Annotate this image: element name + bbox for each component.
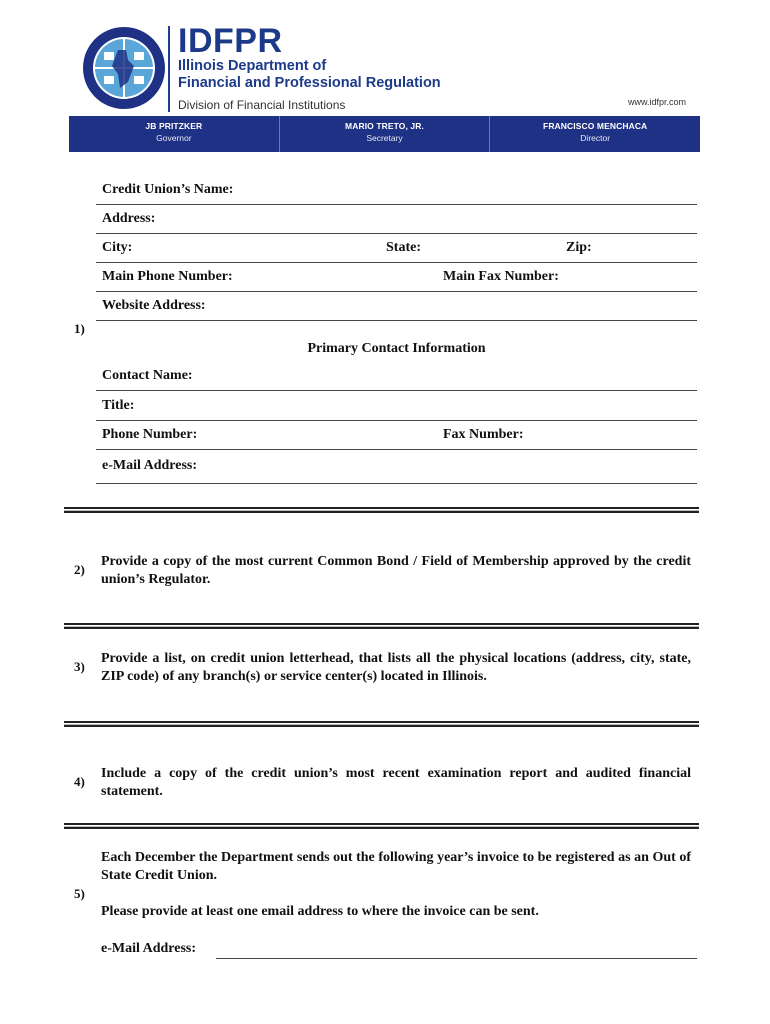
title-label: Title: [102,398,135,413]
address-field[interactable] [96,205,697,234]
official-name: FRANCISCO MENCHACA [543,121,648,131]
fax-label: Fax Number: [443,427,524,442]
section3-text: Provide a list, on credit union letterhead, that lists all the physical locations (address, city, state, ZIP code) of any branch(s) or service center(s) located in Illinois. [101,651,691,684]
address-label: Address: [102,211,156,226]
official-role: Secretary [366,133,403,143]
header-divider [168,26,170,112]
official-name: MARIO TRETO, JR. [345,121,424,131]
section-number-4: 4) [74,774,85,789]
website-label: Website Address: [102,298,206,313]
contact-name-label: Contact Name: [102,368,193,383]
officials-bar [69,116,700,152]
official-role: Director [580,133,611,143]
section-number-1: 1) [74,321,85,336]
section5-text2: Please provide at least one email address to where the invoice can be sent. [101,904,539,919]
contact-email-field[interactable] [96,451,697,484]
main-phone-label: Main Phone Number: [102,269,233,284]
main-fax-label: Main Fax Number: [443,269,559,284]
state-label: State: [386,240,421,255]
official-name: JB PRITZKER [145,121,203,131]
section5-email-label: e-Mail Address: [101,941,197,956]
division-name: Division of Financial Institutions [178,98,346,112]
official-governor [69,116,280,152]
invoice-email-field[interactable] [216,958,697,959]
zip-label: Zip: [566,240,592,255]
section-number-5: 5) [74,886,85,901]
phone-label: Phone Number: [102,427,198,442]
credit-union-name-field[interactable] [96,176,697,205]
primary-contact-heading: Primary Contact Information [307,341,486,356]
phone-fax-row[interactable] [96,263,697,292]
city-label: City: [102,240,133,255]
section-divider [64,721,699,727]
agency-name-line2: Financial and Professional Regulation [178,75,441,91]
section4-text: Include a copy of the credit union’s most recent examination report and audited financial statement. [101,766,691,799]
idfpr-seal-logo [82,26,166,110]
email-label: e-Mail Address: [102,458,198,473]
section-number-3: 3) [74,659,85,674]
website-link[interactable]: www.idfpr.com [628,97,687,107]
official-role: Governor [156,133,192,143]
section-divider [64,823,699,829]
credit-union-name-label: Credit Union’s Name: [102,182,234,197]
agency-abbreviation: IDFPR [178,22,283,60]
title-field[interactable] [96,392,697,421]
section-divider [64,507,699,513]
contact-name-field[interactable] [96,362,697,391]
section5-text1: Each December the Department sends out the following year’s invoice to be registered as an Out of State Credit Union. [101,850,691,883]
official-director [490,116,700,152]
section-divider [64,623,699,629]
agency-name-line1: Illinois Department of [178,58,327,74]
phone-fax-contact-row[interactable] [96,421,697,450]
website-field[interactable] [96,292,697,321]
official-secretary [280,116,491,152]
section-number-2: 2) [74,562,85,577]
city-state-zip-row[interactable] [96,234,697,263]
section2-text: Provide a copy of the most current Common Bond / Field of Membership approved by the credit union’s Regulator. [101,554,691,587]
